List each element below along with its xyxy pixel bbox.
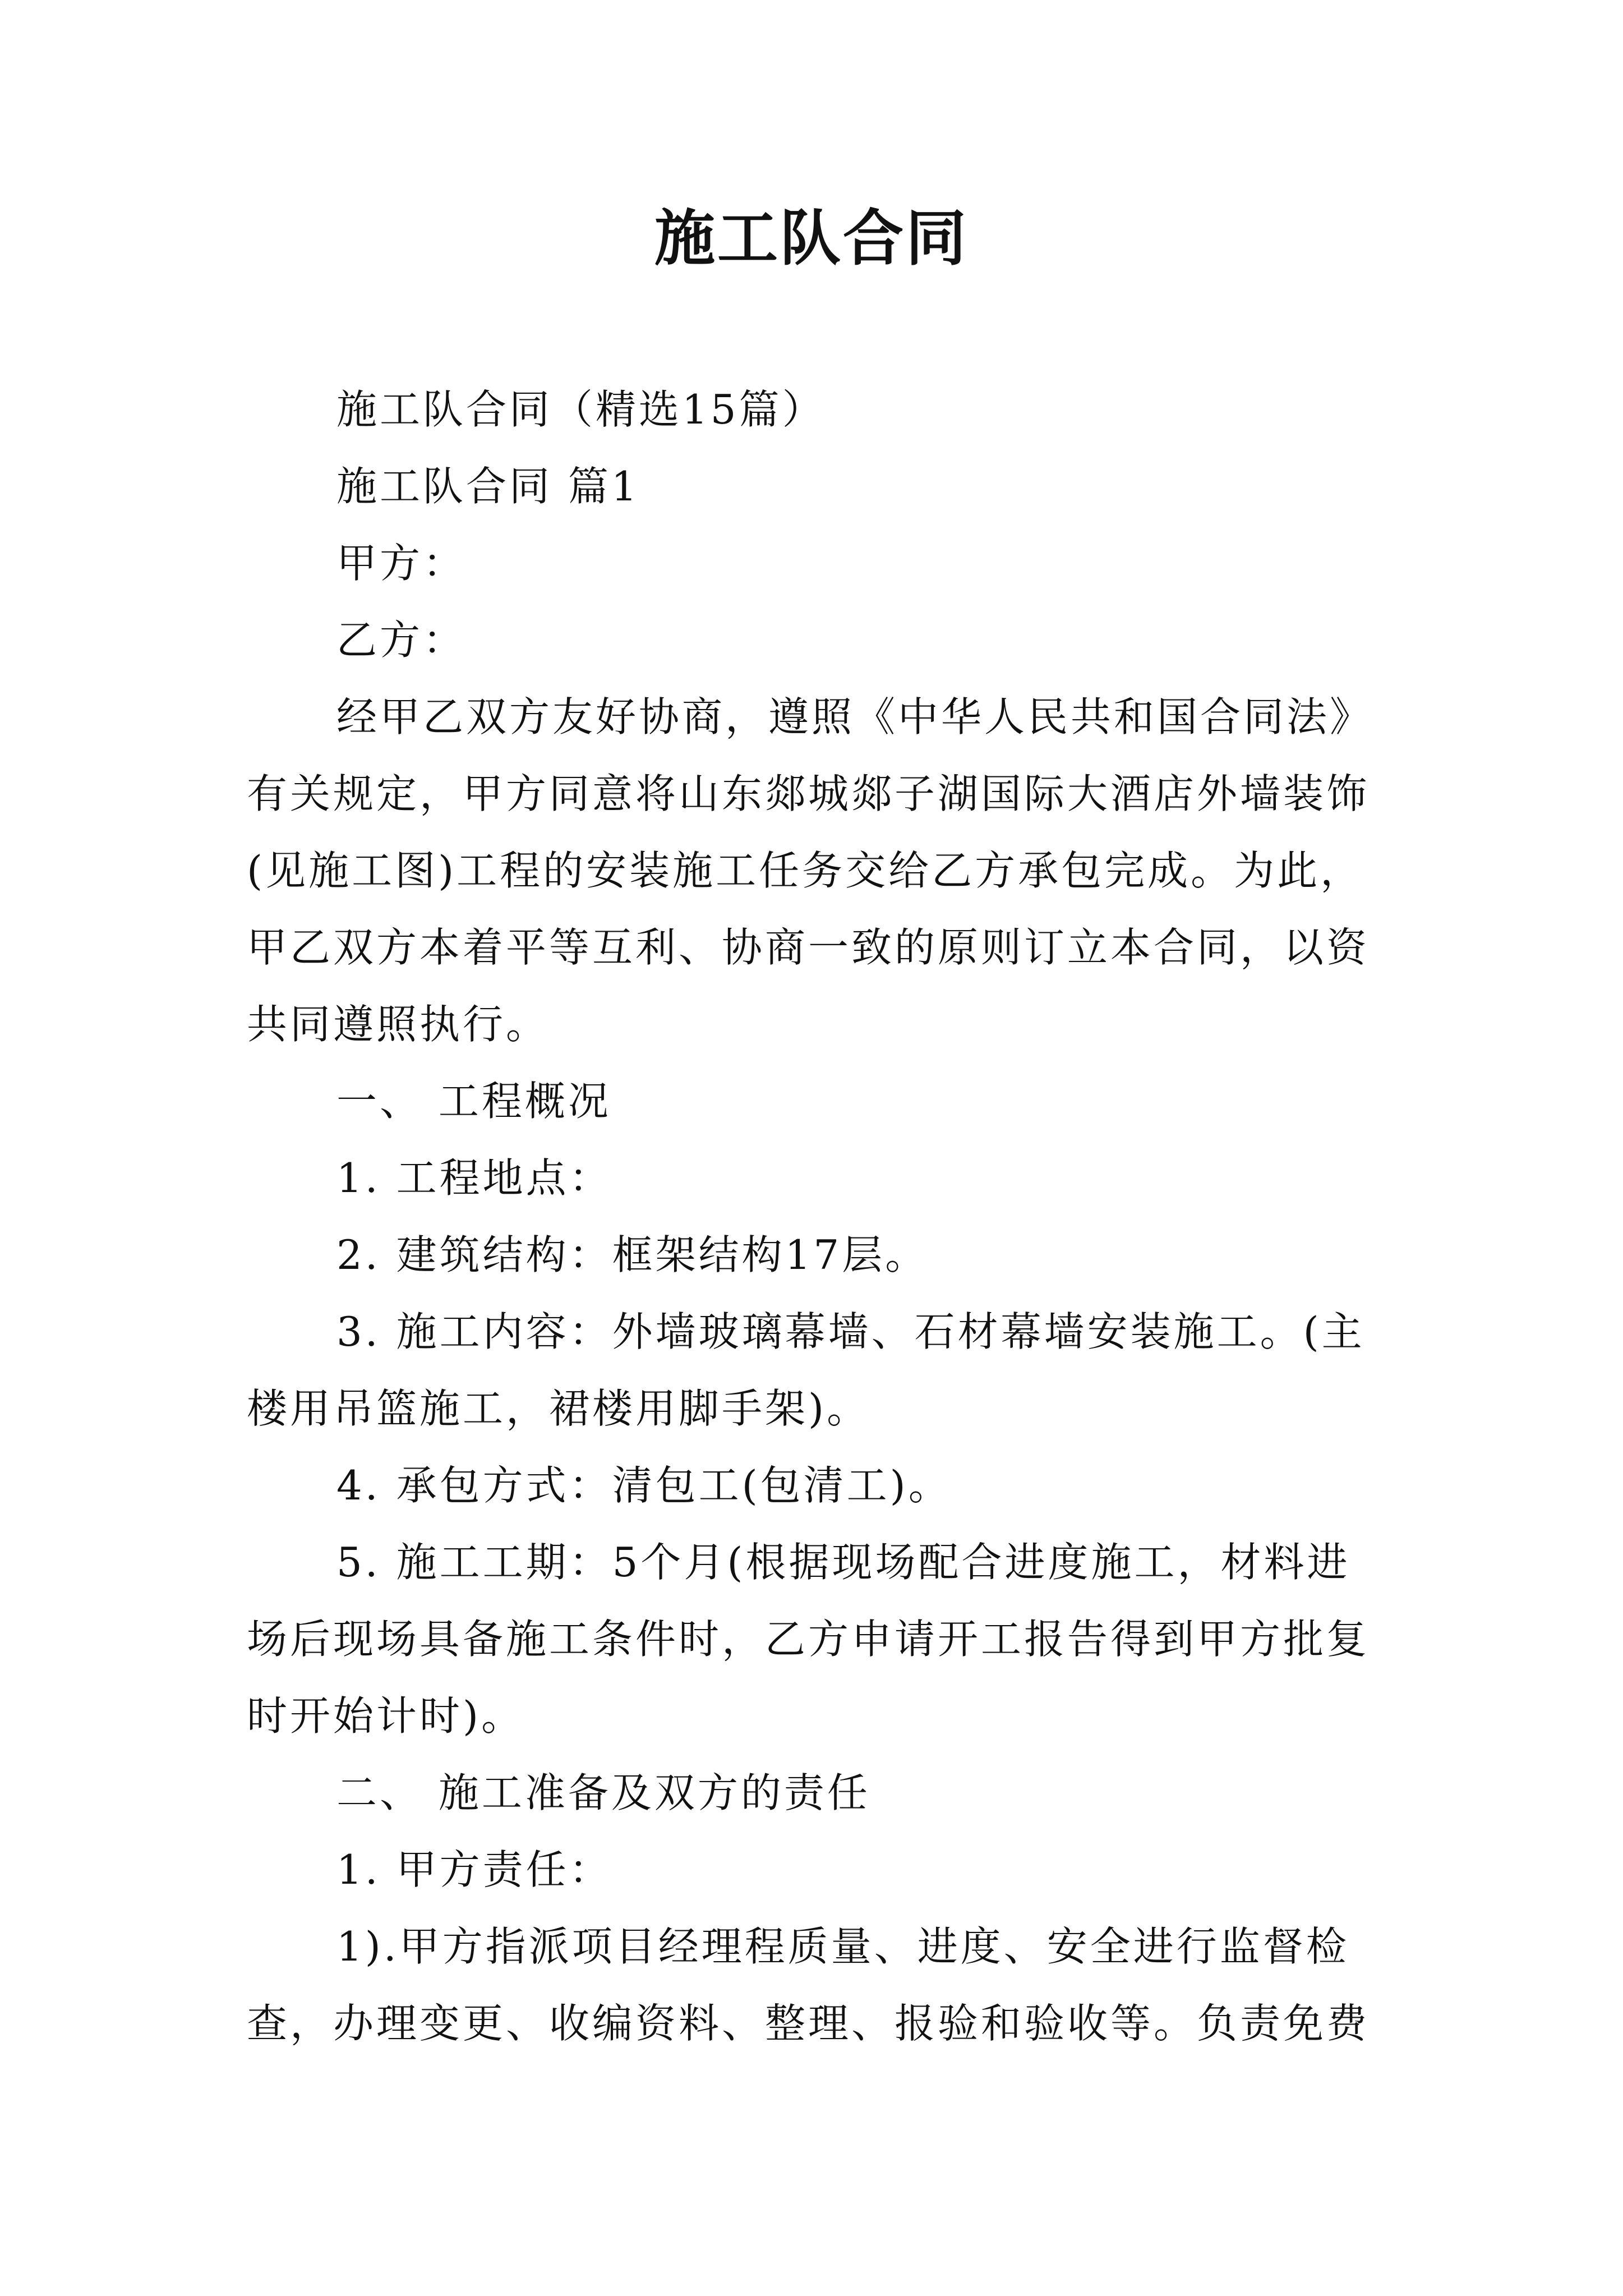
document-body [247,371,1377,2062]
paragraph-item-location: 1. 工程地点： [336,1154,612,1202]
paragraph-section-heading: 施工队合同 篇1 [336,463,640,510]
paragraph-heading-project-overview: 一、 工程概况 [336,1078,611,1125]
paragraph-item-structure: 2. 建筑结构：框架结构17层。 [336,1231,929,1278]
paragraph-party-b: 乙方： [336,616,467,664]
paragraph-party-a: 甲方： [336,540,467,587]
paragraph-item-party-a-duties: 1. 甲方责任： [336,1846,612,1893]
paragraph-item-contract-method: 4. 承包方式：清包工(包清工)。 [336,1462,952,1509]
paragraph-preamble: 经甲乙双方友好协商，遵照《中华人民共和国合同法》有关规定，甲方同意将山东郯城郯子湖国际大酒店外墙装饰(见施工图)工程的安装施工任务交给乙方承包完成。为此，甲乙双方本着平等互利、协商一致的原则订立本合同，以资共同遵照执行。 [247,693,1373,1048]
paragraph-heading-responsibilities: 二、 施工准备及双方的责任 [336,1769,870,1816]
paragraph-item-schedule: 5. 施工工期：5个月(根据现场配合进度施工，材料进场后现场具备施工条件时，乙方申请开工报告得到甲方批复时开始计时)。 [247,1539,1370,1740]
paragraph-item-party-a-duty-1: 1).甲方指派项目经理程质量、进度、安全进行监督检查，办理变更、收编资料、整理、报验和验收等。负责免费 [247,1923,1370,2047]
document-title: 施工队合同 [654,203,969,274]
paragraph-collection-title: 施工队合同（精选15篇） [336,386,826,433]
paragraph-item-content: 3. 施工内容：外墙玻璃幕墙、石材幕墙安装施工。(主楼用吊篮施工，裙楼用脚手架)。 [247,1308,1365,1432]
